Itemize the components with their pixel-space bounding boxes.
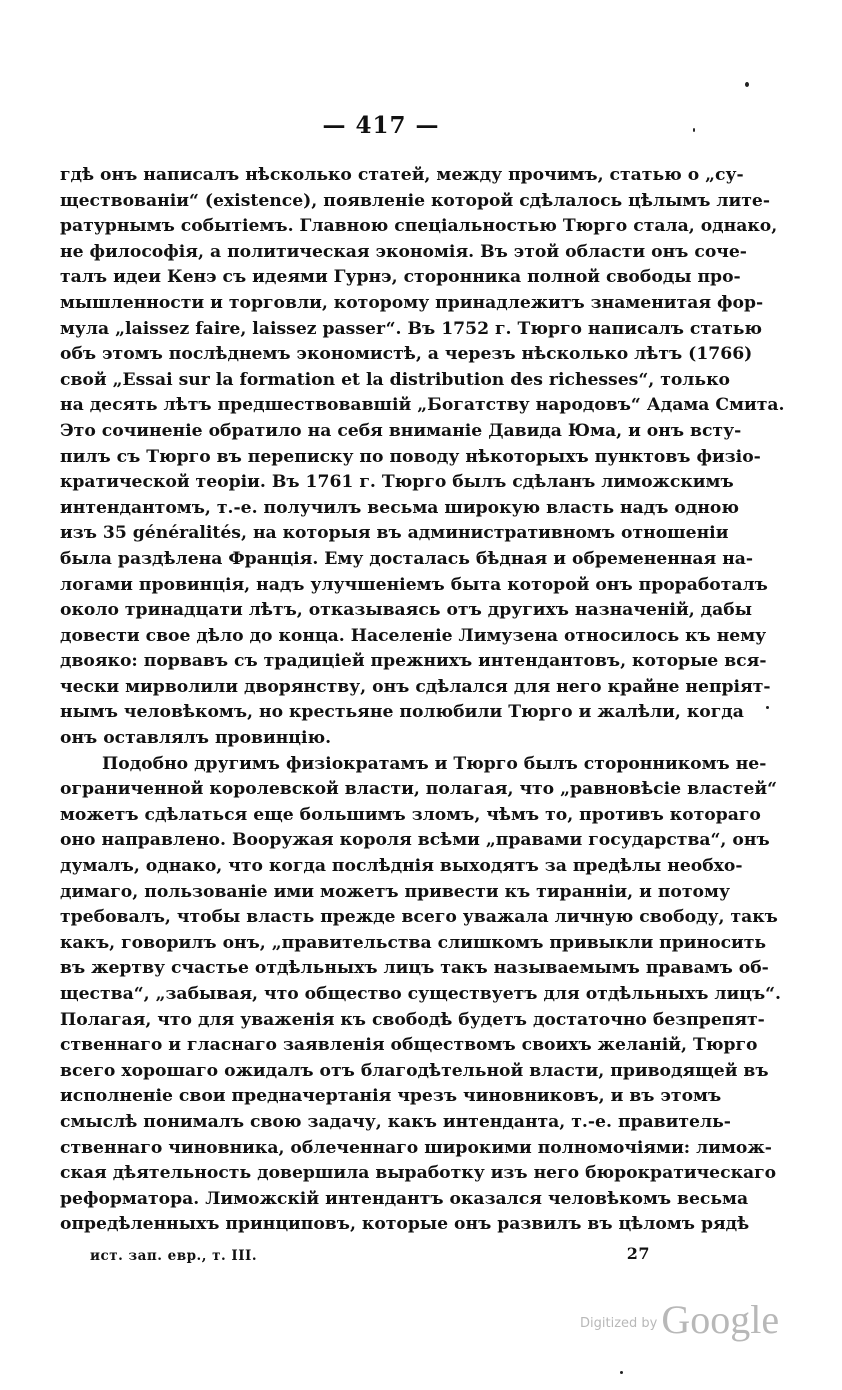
text-line: мула „laissez faire, laissez passer“. Въ 1752 г. Тюрго написалъ статью [60, 318, 763, 339]
scan-speck [766, 706, 769, 709]
text-line: кратической теоріи. Въ 1761 г. Тюрго былъ сдѣланъ лиможскимъ [60, 472, 734, 493]
text-line: свой „Essai sur la formation et la distribution des richesses“, только [60, 369, 730, 390]
text-line: мышленности и торговли, которому принадлежитъ знаменитая фор- [60, 292, 764, 313]
sheet-number: 27 [626, 1244, 650, 1263]
text-line: ственнаго и гласнаго заявленія обществомъ своихъ желаній, Тюрго [60, 1035, 758, 1056]
text-line: ственнаго чиновника, облеченнаго широкими полномочіями: лимож- [60, 1137, 772, 1158]
text-line: димаго, пользованіе ими можетъ привести къ тиранніи, и потому [60, 881, 730, 902]
text-line: изъ 35 généralités, на которыя въ административномъ отношеніи [60, 523, 729, 544]
text-line: какъ, говорилъ онъ, „правительства слишкомъ привыкли приносить [60, 932, 767, 953]
text-line: гдѣ онъ написалъ нѣсколько статей, между прочимъ, статью о „су- [60, 165, 744, 185]
text-line: была раздѣлена Франція. Ему досталась бѣдная и обремененная на- [60, 548, 754, 569]
page-number: — 417 — [322, 112, 440, 139]
text-line: опредѣленныхъ принциповъ, которые онъ развилъ въ цѣломъ рядѣ [60, 1214, 750, 1235]
scan-speck [745, 82, 749, 87]
scan-speck [620, 1371, 623, 1374]
text-line: реформатора. Лиможскій интендантъ оказался человѣкомъ весьма [60, 1188, 749, 1209]
text-line: довести свое дѣло до конца. Населеніе Лимузена относилось къ нему [60, 625, 767, 646]
text-line: интендантомъ, т.-е. получилъ весьма широкую власть надъ одною [60, 497, 739, 518]
text-line: ществованіи“ (existence), появленіе которой сдѣлалось цѣлымъ лите- [60, 190, 770, 211]
text-line: талъ идеи Кенэ съ идеями Гурнэ, сторонника полной свободы про- [60, 267, 741, 288]
text-line: ская дѣятельность довершила выработку изъ него бюрократическаго [60, 1163, 777, 1184]
text-line: на десять лѣтъ предшествовавшій „Богатству народовъ“ Адама Смита. [60, 395, 785, 416]
text-line: можетъ сдѣлаться еще большимъ зломъ, чѣмъ то, противъ котораго [60, 804, 761, 825]
body-text [60, 163, 785, 1238]
text-line: не философія, а политическая экономія. Въ этой области онъ соче- [60, 241, 747, 262]
text-line: ратурнымъ событіемъ. Главною спеціальностью Тюрго стала, однако, [60, 216, 778, 237]
scan-speck [693, 128, 695, 132]
paragraph-2 [60, 752, 782, 1238]
text-line: щества“, „забывая, что общество существуетъ для отдѣльныхъ лицъ“. [60, 984, 782, 1004]
digitized-watermark [580, 1296, 779, 1343]
text-line: чески мирволили дворянству, онъ сдѣлался для него крайне непріят- [60, 676, 771, 697]
text-line: пилъ съ Тюрго въ переписку по поводу нѣкоторыхъ пунктовъ физіо- [60, 446, 761, 467]
text-line: думалъ, однако, что когда послѣднія выходятъ за предѣлы необхо- [60, 856, 743, 877]
text-line: оно направлено. Вооружая короля всѣми „правами государства“, онъ [60, 830, 770, 851]
text-line: Это сочиненіе обратило на себя вниманіе Давида Юма, и онъ всту- [60, 420, 742, 441]
paragraph-1 [60, 163, 785, 752]
google-logo: Google [661, 1297, 780, 1342]
text-line: всего хорошаго ожидалъ отъ благодѣтельной власти, приводящей въ [60, 1060, 769, 1081]
text-line: нымъ человѣкомъ, но крестьяне полюбили Тюрго и жалѣли, когда [60, 702, 744, 723]
text-line: Подобно другимъ физіократамъ и Тюрго былъ сторонникомъ не- [102, 753, 767, 774]
text-line: смыслѣ понималъ свою задачу, какъ интенданта, т.-е. правитель- [60, 1111, 731, 1132]
text-line: Полагая, что для уваженія къ свободѣ будетъ достаточно безпрепят- [60, 1009, 765, 1030]
text-line: онъ оставлялъ провинцію. [60, 728, 332, 749]
digitized-label: Digitized by [580, 1316, 658, 1331]
signature-mark: ист. зап. евр., т. III. [90, 1248, 258, 1264]
text-line: около тринадцати лѣтъ, отказываясь отъ другихъ назначеній, дабы [60, 600, 752, 621]
page-footer [90, 1244, 650, 1268]
text-line: двояко: порвавъ съ традиціей прежнихъ интендантовъ, которые вся- [60, 651, 767, 672]
text-line: въ жертву счастье отдѣльныхъ лицъ такъ называемымъ правамъ об- [60, 958, 769, 979]
text-line: ограниченной королевской власти, полагая, что „равновѣсіе властей“ [60, 779, 777, 800]
text-line: логами провинція, надъ улучшеніемъ быта которой онъ проработалъ [60, 574, 768, 595]
text-line: объ этомъ послѣднемъ экономистѣ, а черезъ нѣсколько лѣтъ (1766) [60, 344, 753, 365]
text-line: исполненіе свои предначертанія чрезъ чиновниковъ, и въ этомъ [60, 1086, 722, 1107]
text-line: требовалъ, чтобы власть прежде всего уважала личную свободу, такъ [60, 907, 778, 928]
